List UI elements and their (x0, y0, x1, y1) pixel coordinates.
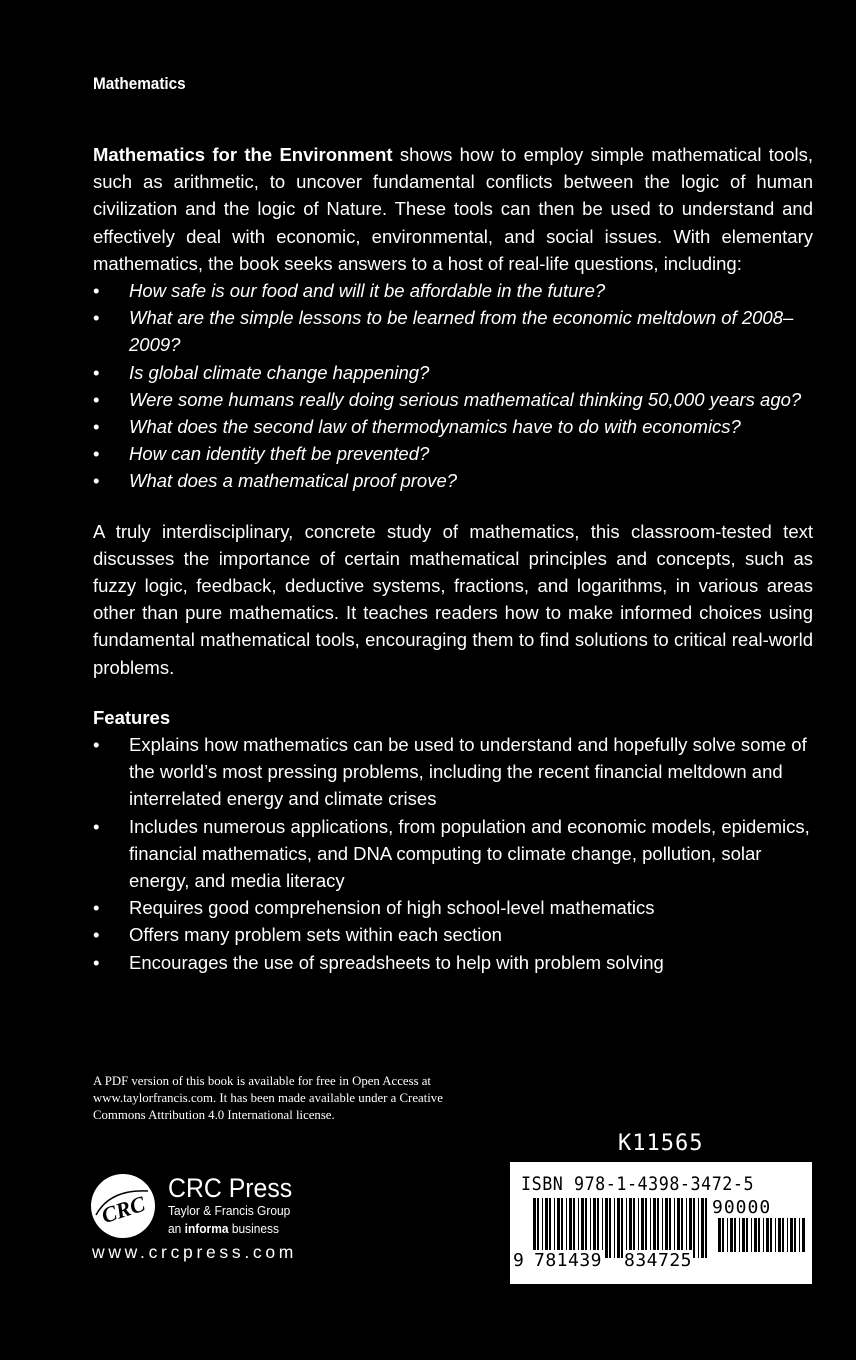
list-item (93, 386, 813, 413)
questions-list (93, 277, 813, 495)
question-text: How can identity theft be prevented? (129, 443, 430, 465)
open-access-note: A PDF version of this book is available for free in Open Access at www.taylorfrancis.com. It has been made available under a Creative Commons Attribution 4.0 International license. (93, 1074, 443, 1122)
bullet: • (93, 443, 100, 465)
back-cover-text (93, 141, 813, 976)
ean-right-group: 834725 (624, 1250, 693, 1271)
question-text: How safe is our food and will it be affordable in the future? (129, 280, 606, 302)
list-item (93, 921, 813, 948)
publisher-group: Taylor & Francis Group (168, 1203, 291, 1218)
list-item (93, 894, 813, 921)
list-item (93, 440, 813, 467)
feature-text: Offers many problem sets within each section (129, 924, 502, 946)
category-label: Mathematics (93, 74, 186, 93)
question-text: What are the simple lessons to be learned from the economic meltdown of 2008–2009? (129, 307, 794, 356)
question-text: What does the second law of thermodynamics have to do with economics? (129, 416, 741, 438)
list-item (93, 359, 813, 386)
bullet: • (93, 897, 100, 919)
question-text: Is global climate change happening? (129, 361, 430, 383)
list-item (93, 813, 813, 895)
sub-bold: informa (184, 1221, 229, 1236)
bullet: • (93, 734, 100, 756)
sub-suffix: business (228, 1221, 280, 1236)
list-item (93, 949, 813, 976)
book-title: Mathematics for the Environment (93, 144, 393, 165)
features-heading: Features (93, 706, 171, 728)
publisher-subline (168, 1220, 292, 1237)
bullet: • (93, 307, 100, 329)
features-list (93, 731, 813, 976)
list-item (93, 731, 813, 813)
list-item (93, 413, 813, 440)
sub-prefix: an (168, 1221, 185, 1236)
bullet: • (93, 924, 100, 946)
isbn-label: ISBN 978-1-4398-3472-5 (521, 1173, 755, 1195)
question-text: Were some humans really doing serious mathematical thinking 50,000 years ago? (129, 388, 802, 410)
bullet: • (93, 280, 100, 302)
bullet: • (93, 470, 100, 492)
list-item (93, 304, 813, 358)
question-text: What does a mathematical proof prove? (129, 470, 458, 492)
feature-text: Requires good comprehension of high school-level mathematics (129, 897, 655, 919)
bullet: • (93, 416, 100, 438)
intro-paragraph (93, 141, 813, 277)
bullet: • (93, 815, 100, 837)
publisher-name: CRC Press (168, 1173, 293, 1203)
logo-text: CRC (98, 1190, 148, 1229)
ean-first-digit: 9 (513, 1250, 524, 1271)
bullet: • (93, 951, 100, 973)
list-item (93, 277, 813, 304)
bullet: • (93, 361, 100, 383)
product-code: K11565 (618, 1131, 704, 1156)
publisher-block (168, 1174, 303, 1237)
publisher-url: www.crcpress.com (92, 1242, 298, 1262)
feature-text: Explains how mathematics can be used to understand and hopefully solve some of the world’s most pressing problems, including the recent financial meltdown and interrelated energy and climate crises (129, 734, 807, 810)
feature-text: Includes numerous applications, from population and economic models, epidemics, financial mathematics, and DNA computing to climate change, pollution, solar energy, and media literacy (129, 815, 810, 892)
description-paragraph: A truly interdisciplinary, concrete study of mathematics, this classroom-tested text discusses the importance of certain mathematical principles and concepts, such as fuzzy logic, feedback, deductive systems, fractions, and logarithms, in various areas other than pure mathematics. It teaches readers how to make informed choices using fundamental mathematical tools, encouraging them to find solutions to critical real-world problems. (93, 520, 813, 678)
price-code: 90000 (712, 1197, 772, 1218)
list-item (93, 467, 813, 494)
bullet: • (93, 388, 100, 410)
ean-left-group: 781439 (534, 1250, 603, 1271)
crc-logo-icon (90, 1173, 156, 1239)
intro-text: shows how to employ simple mathematical tools, such as arithmetic, to uncover fundamental conflicts between the logic of human civilization and the logic of Nature. These tools can then be used to understand and effectively deal with economic, environmental, and social issues. With elementary mathematics, the book seeks answers to a host of real-life questions, including: (93, 144, 813, 274)
feature-text: Encourages the use of spreadsheets to help with problem solving (129, 951, 664, 973)
